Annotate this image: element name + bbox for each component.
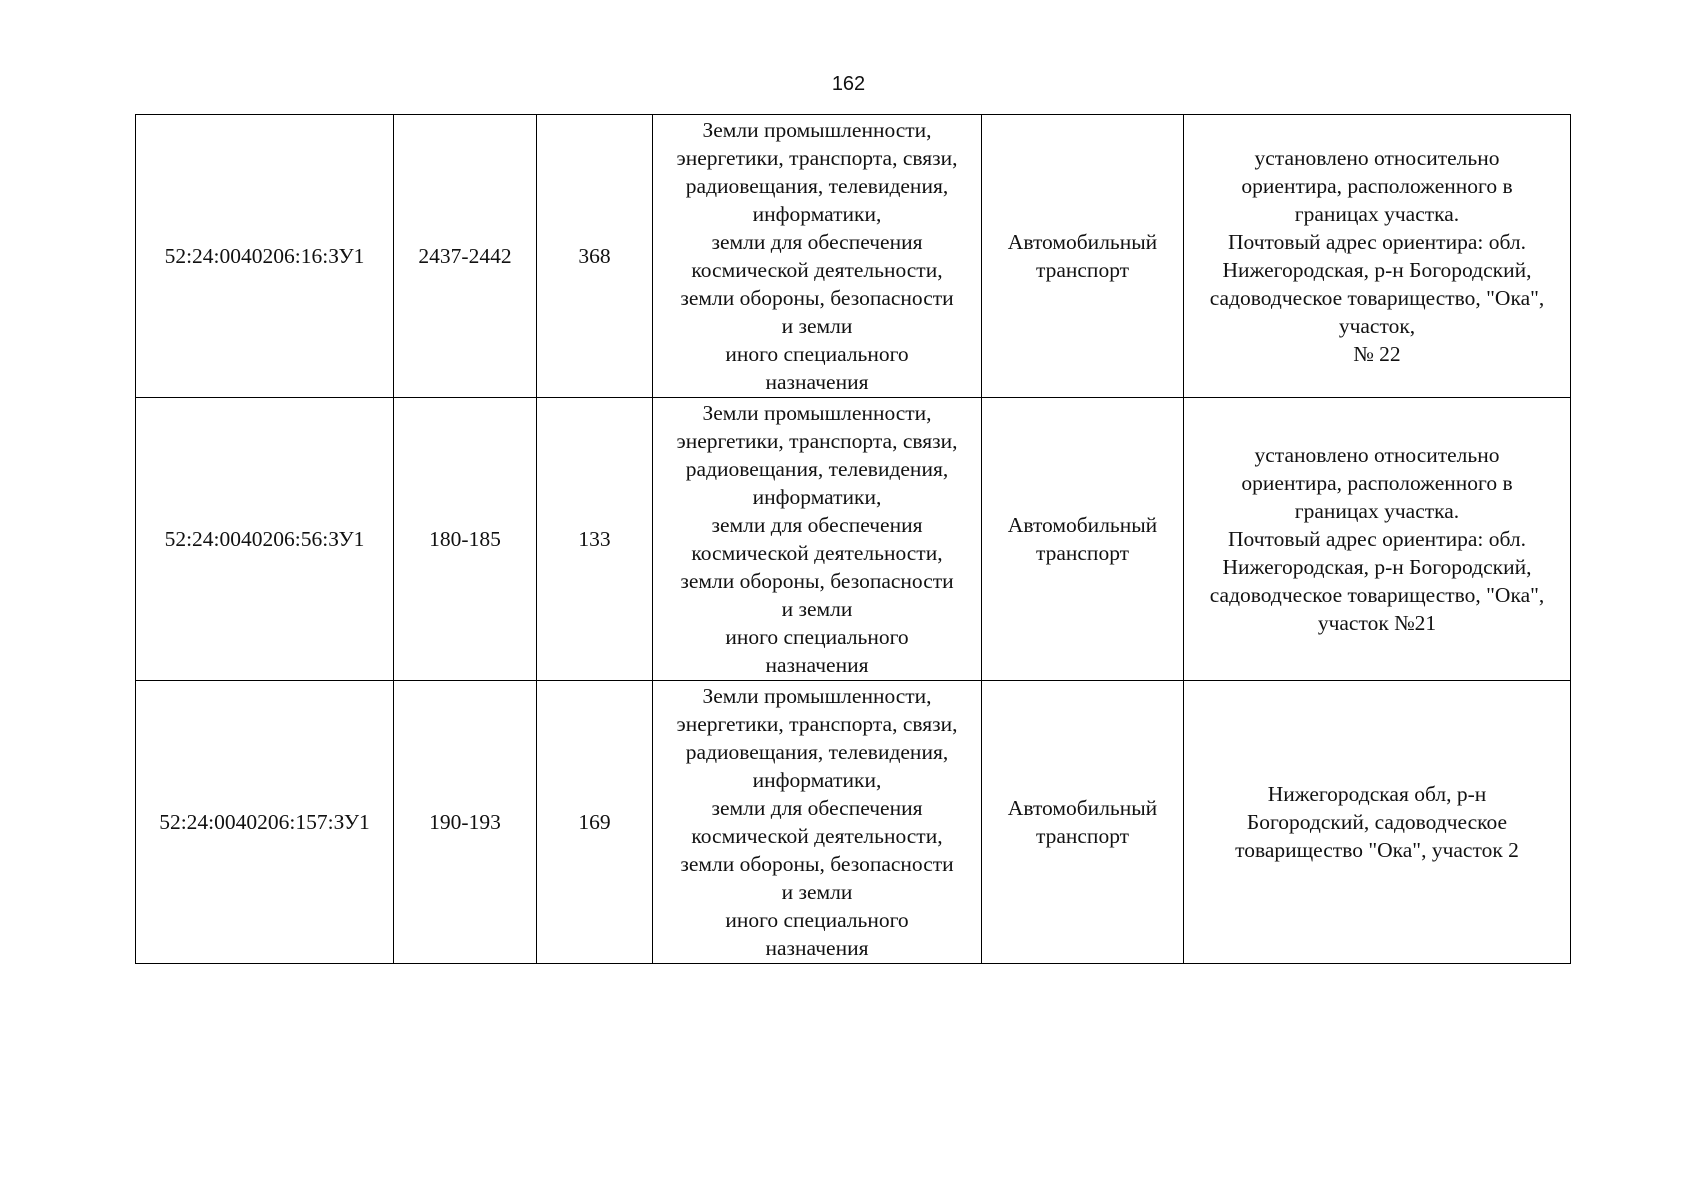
cadastral-number-cell: 52:24:0040206:56:ЗУ1 bbox=[136, 398, 394, 681]
address-cell: установлено относительно ориентира, расположенного в границах участка. Почтовый адрес ориентира: обл. Нижегородская, р-н Богородский, садоводческое товарищество, "Ока", участок, № 22 bbox=[1184, 115, 1571, 398]
table-row bbox=[136, 681, 1571, 964]
address-cell: установлено относительно ориентира, расположенного в границах участка. Почтовый адрес ориентира: обл. Нижегородская, р-н Богородский, садоводческое товарищество, "Ока", участок №21 bbox=[1184, 398, 1571, 681]
area-cell: 133 bbox=[537, 398, 653, 681]
points-cell: 190-193 bbox=[394, 681, 537, 964]
area-cell: 368 bbox=[537, 115, 653, 398]
land-plots-table bbox=[135, 114, 1571, 964]
permitted-use-cell: Автомобильный транспорт bbox=[982, 398, 1184, 681]
table-row bbox=[136, 398, 1571, 681]
land-category-cell: Земли промышленности, энергетики, транспорта, связи, радиовещания, телевидения, информатики, земли для обеспечения космической деятельности, земли обороны, безопасности и земли иного специального назначения bbox=[653, 398, 982, 681]
address-cell: Нижегородская обл, р-н Богородский, садоводческое товарищество "Ока", участок 2 bbox=[1184, 681, 1571, 964]
points-cell: 180-185 bbox=[394, 398, 537, 681]
table-row bbox=[136, 115, 1571, 398]
area-cell: 169 bbox=[537, 681, 653, 964]
land-category-cell: Земли промышленности, энергетики, транспорта, связи, радиовещания, телевидения, информатики, земли для обеспечения космической деятельности, земли обороны, безопасности и земли иного специального назначения bbox=[653, 681, 982, 964]
points-cell: 2437-2442 bbox=[394, 115, 537, 398]
permitted-use-cell: Автомобильный транспорт bbox=[982, 115, 1184, 398]
cadastral-number-cell: 52:24:0040206:16:ЗУ1 bbox=[136, 115, 394, 398]
cadastral-number-cell: 52:24:0040206:157:ЗУ1 bbox=[136, 681, 394, 964]
page-number: 162 bbox=[831, 73, 866, 95]
land-category-cell: Земли промышленности, энергетики, транспорта, связи, радиовещания, телевидения, информатики, земли для обеспечения космической деятельности, земли обороны, безопасности и земли иного специального назначения bbox=[653, 115, 982, 398]
permitted-use-cell: Автомобильный транспорт bbox=[982, 681, 1184, 964]
